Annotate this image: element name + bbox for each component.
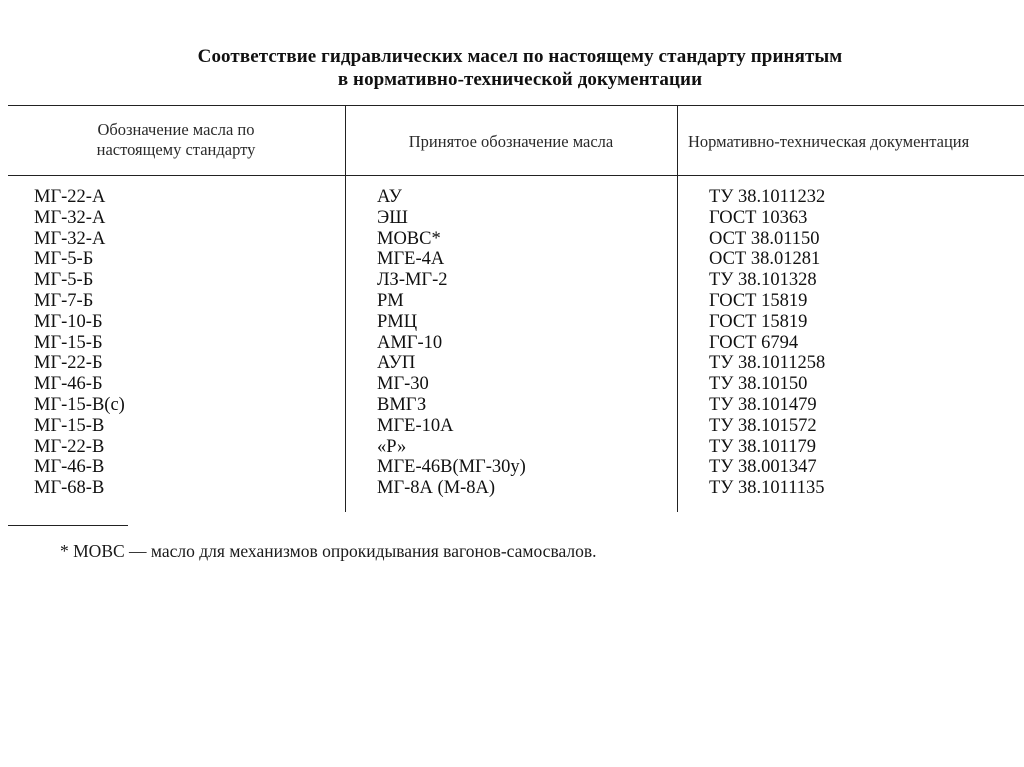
- document-cell: ТУ 38.101572: [709, 415, 817, 436]
- designation-column: [34, 187, 125, 499]
- document-cell: ТУ 38.1011258: [709, 353, 826, 374]
- accepted-cell: МГЕ-46В(МГ-30у): [377, 457, 526, 478]
- designation-cell: МГ-22-В: [34, 436, 105, 457]
- document-cell: ТУ 38.1011232: [709, 187, 826, 207]
- column-header-designation-line-1: Обозначение масла по: [97, 120, 255, 139]
- footnote-separator: [8, 525, 128, 526]
- document-cell: ТУ 38.10150: [709, 374, 808, 395]
- document-cell: ТУ 38.001347: [709, 457, 817, 478]
- column-header-accepted: Принятое обозначение масла: [408, 132, 614, 151]
- accepted-cell: ЭШ: [377, 207, 408, 228]
- document-cell: ТУ 38.101328: [709, 270, 817, 291]
- document-cell: ТУ 38.1011135: [709, 478, 825, 499]
- designation-cell: МГ-32-А: [34, 228, 106, 249]
- column-divider-2: [677, 106, 678, 512]
- table-top-rule: [8, 105, 1024, 106]
- designation-cell: МГ-5-Б: [34, 249, 94, 270]
- designation-cell: МГ-68-В: [34, 478, 105, 499]
- designation-cell: МГ-15-Б: [34, 332, 103, 353]
- document-cell: ГОСТ 15819: [709, 290, 808, 311]
- column-header-document: Нормативно-техническая документация: [688, 132, 970, 151]
- designation-cell: МГ-46-Б: [34, 374, 103, 395]
- designation-cell: МГ-10-Б: [34, 311, 103, 332]
- designation-cell: МГ-7-Б: [34, 290, 94, 311]
- designation-cell: МГ-15-В(с): [34, 394, 125, 415]
- designation-cell: МГ-5-Б: [34, 270, 94, 291]
- designation-cell: МГ-15-В: [34, 415, 105, 436]
- header-bottom-rule: [8, 175, 1024, 176]
- designation-cell: МГ-46-В: [34, 457, 105, 478]
- document-cell: ОСТ 38.01150: [709, 228, 820, 249]
- accepted-cell: «Р»: [377, 436, 407, 457]
- accepted-cell: АУ: [377, 187, 402, 207]
- designation-cell: МГ-22-А: [34, 187, 106, 207]
- document-cell: ОСТ 38.01281: [709, 249, 821, 270]
- accepted-cell: МГ-30: [377, 374, 429, 395]
- document-cell: ГОСТ 6794: [709, 332, 799, 353]
- accepted-cell: МГ-8А (М-8А): [377, 478, 496, 499]
- accepted-column: [377, 187, 526, 499]
- table-title-line-1: Соответствие гидравлических масел по настоящему стандарту принятым: [197, 46, 843, 67]
- designation-cell: МГ-22-Б: [34, 353, 103, 374]
- accepted-cell: АУП: [377, 353, 416, 374]
- accepted-cell: МГЕ-10А: [377, 415, 454, 436]
- footnote-text: * МОВС — масло для механизмов опрокидывания вагонов-самосвалов.: [60, 541, 597, 561]
- designation-cell: МГ-32-А: [34, 207, 106, 228]
- column-header-designation: [58, 120, 294, 160]
- document-cell: ТУ 38.101479: [709, 394, 817, 415]
- accepted-cell: МОВС*: [377, 228, 441, 249]
- accepted-cell: РМЦ: [377, 311, 418, 332]
- document-cell: ГОСТ 10363: [709, 207, 808, 228]
- document-column: [709, 187, 825, 499]
- accepted-cell: ВМГЗ: [377, 394, 427, 415]
- table-title-line-2: в нормативно-технической документации: [337, 69, 703, 90]
- column-header-designation-line-2: настоящему стандарту: [96, 140, 256, 159]
- accepted-cell: РМ: [377, 290, 404, 311]
- column-divider-1: [345, 106, 346, 512]
- accepted-cell: АМГ-10: [377, 332, 443, 353]
- accepted-cell: ЛЗ-МГ-2: [377, 270, 448, 291]
- accepted-cell: МГЕ-4А: [377, 249, 445, 270]
- document-cell: ТУ 38.101179: [709, 436, 816, 457]
- document-cell: ГОСТ 15819: [709, 311, 808, 332]
